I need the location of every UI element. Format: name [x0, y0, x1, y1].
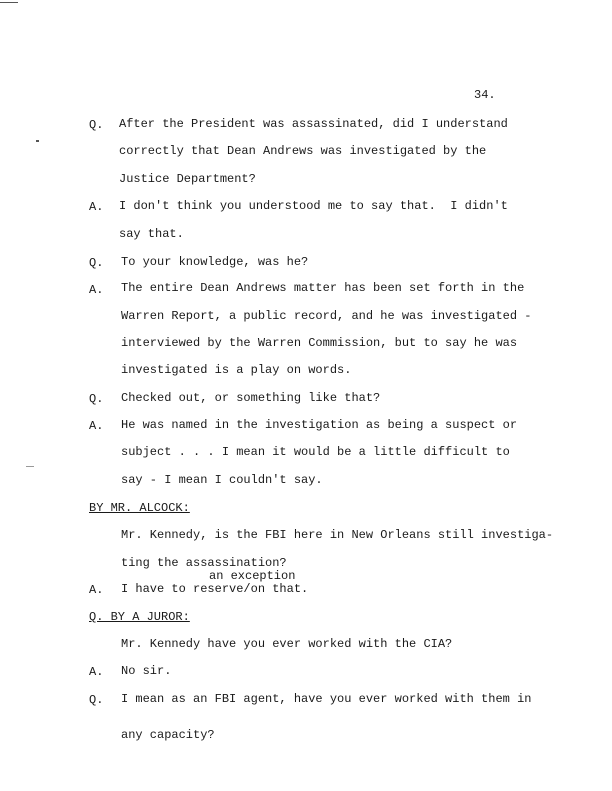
testimony-line: correctly that Dean Andrews was investigated by the — [119, 144, 487, 158]
testimony-line: The entire Dean Andrews matter has been set forth in the — [121, 281, 525, 295]
speaker-q: Q. — [89, 256, 104, 270]
testimony-line: I have to reserve/on that. — [121, 582, 309, 596]
testimony-line: After the President was assassinated, did I understand — [119, 117, 508, 131]
testimony-line: ting the assassination? — [121, 556, 287, 570]
speaker-a: A. — [89, 665, 104, 679]
page-number: 34. — [474, 88, 496, 102]
testimony-line: any capacity? — [121, 728, 215, 742]
speaker-a: A. — [89, 200, 104, 214]
testimony-line: subject . . . I mean it would be a little difficult to — [121, 445, 510, 459]
testimony-line: Mr. Kennedy have you ever worked with the CIA? — [121, 637, 453, 651]
testimony-line: Warren Report, a public record, and he was investigated - — [121, 309, 532, 323]
testimony-line: No sir. — [121, 664, 172, 678]
testimony-line: He was named in the investigation as being a suspect or — [121, 418, 518, 432]
scan-mark — [36, 140, 39, 142]
testimony-line: Justice Department? — [119, 172, 256, 186]
speaker-a: A. — [89, 283, 104, 297]
scan-mark — [0, 2, 18, 3]
scan-mark — [26, 466, 34, 467]
testimony-line: say - I mean I couldn't say. — [121, 473, 323, 487]
testimony-line: To your knowledge, was he? — [121, 255, 309, 269]
testimony-line: say that. — [119, 227, 184, 241]
speaker-a: A. — [89, 583, 104, 597]
testimony-line: Mr. Kennedy, is the FBI here in New Orleans still investiga- — [121, 528, 554, 542]
speaker-q: Q. — [89, 118, 104, 132]
testimony-line: interviewed by the Warren Commission, but to say he was — [121, 336, 518, 350]
testimony-line: investigated is a play on words. — [121, 363, 352, 377]
handwritten-insertion: an exception — [209, 569, 296, 583]
speaker-q: Q. — [89, 693, 104, 707]
speaker-a: A. — [89, 419, 104, 433]
examiner-heading: BY MR. ALCOCK: — [89, 501, 190, 515]
testimony-line: Checked out, or something like that? — [121, 391, 381, 405]
speaker-q: Q. — [89, 392, 104, 406]
testimony-line: I don't think you understood me to say that. I didn't — [119, 199, 508, 213]
testimony-line: I mean as an FBI agent, have you ever worked with them in — [121, 692, 532, 706]
examiner-heading: Q. BY A JUROR: — [89, 610, 190, 624]
